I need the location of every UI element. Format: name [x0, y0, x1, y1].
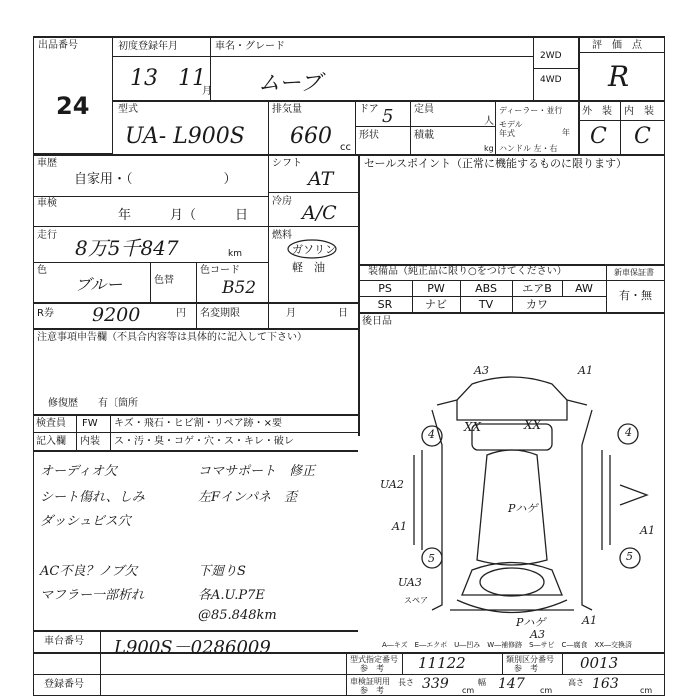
equip-leather: カワ: [526, 298, 548, 311]
diagram-mark-xx-center: XX: [524, 418, 542, 432]
width: 147: [498, 676, 525, 692]
shaken-value: 年 月（ 日: [118, 208, 249, 223]
equip-airbag: エアB: [522, 282, 552, 295]
handle-label: ハンドル 左・右: [499, 144, 558, 153]
first-reg-month: 11: [178, 66, 206, 91]
name-change-month: 月: [286, 308, 296, 319]
capacity-unit: 人: [484, 116, 494, 127]
type-cert-label: 型式指定番号: [350, 655, 398, 664]
warranty-value: 有・無: [619, 289, 652, 302]
diagram-spare: スペア: [404, 596, 428, 605]
equipment-label: 装備品（純正品に限り○をつけてください）: [368, 266, 567, 277]
diagram-mark-a1-top: A1: [578, 364, 593, 377]
height-label: 高さ: [568, 678, 584, 687]
equip-navi: ナビ: [425, 298, 447, 311]
first-reg-year: 13: [130, 66, 158, 91]
year-unit: 年: [562, 128, 570, 137]
capacity-label: 定員: [414, 104, 434, 115]
lot-no-label: 出品番号: [38, 40, 78, 51]
equip-aw: AW: [575, 282, 593, 295]
lot-no: 24: [56, 92, 90, 120]
inspector-label-1: 検査員: [36, 418, 66, 429]
fuel-gas: ガソリン: [292, 243, 336, 256]
dims-label: 車検証明用: [350, 677, 390, 686]
drive-2wd: 2WD: [540, 51, 562, 61]
sales-point-label: セールスポイント（正常に機能するものに限ります）: [364, 157, 628, 170]
interior-grade: C: [634, 124, 651, 149]
diagram-mark-p-hage-rear: Pハゲ: [516, 616, 546, 629]
interior-label: 内 装: [624, 106, 654, 117]
diagram-mark-a3-top: A3: [474, 364, 489, 377]
name-change-day: 日: [338, 308, 348, 319]
class-label: 類別区分番号: [506, 655, 554, 664]
car-name: ムーブ: [258, 71, 322, 96]
diagram-mark-p-hage-center: Pハゲ: [508, 502, 538, 515]
mileage: 8万5千847: [75, 236, 179, 260]
car-name-label: 車名・グレード: [215, 41, 285, 52]
shift: AT: [308, 168, 334, 190]
score-label: 評 価 点: [592, 40, 642, 51]
diagram-mark-ua3: UA3: [398, 576, 422, 589]
model-year-label: モデル年式: [499, 120, 523, 138]
load-label: 積載: [414, 130, 434, 141]
width-label: 幅: [478, 678, 486, 687]
equip-ps: PS: [378, 282, 392, 295]
load-unit: kg: [484, 144, 494, 153]
remark-left-1: オーディオ欠: [40, 464, 117, 479]
remark-right-5: 下廻りS: [198, 564, 246, 579]
displacement-label: 排気量: [272, 104, 302, 115]
remark-left-6: マフラー一部析れ: [40, 588, 145, 603]
dealer-label: ディーラー・並行: [499, 106, 563, 115]
diagram-mark-a1-left: A1: [392, 520, 407, 533]
diagram-mark-a3-rear: A3: [530, 628, 545, 641]
length: 339: [422, 676, 449, 692]
equip-tv: TV: [478, 298, 494, 311]
dims-sub: 参 考: [360, 686, 384, 695]
diagram-mark-ua2: UA2: [380, 478, 404, 491]
remark-left-5: AC不良？ノブ欠: [40, 564, 138, 579]
equip-abs: ABS: [475, 282, 497, 295]
diagram-mark-a1-rear: A1: [582, 614, 597, 627]
displacement-unit: cc: [340, 142, 351, 153]
aftermarket-label: 後日品: [362, 316, 392, 327]
length-label: 長さ: [398, 678, 414, 687]
shift-label: シフト: [272, 158, 302, 169]
notes-label: 注意事項申告欄（不具合内容等は具体的に記入して下さい）: [37, 332, 307, 343]
remark-left-3: ダッシュビス穴: [40, 514, 131, 529]
mileage-label: 走行: [37, 230, 57, 241]
class-number: 0013: [580, 654, 619, 672]
height: 163: [592, 676, 619, 692]
color-label: 色: [37, 265, 47, 276]
fuel-circle-mark: [286, 238, 338, 260]
diagram-mark-xx-left: XX: [464, 420, 482, 434]
history-value: 自家用・（ ）: [74, 172, 237, 187]
recycle-unit: 円: [176, 308, 186, 319]
diagram-mark-4-left: 4: [428, 428, 435, 441]
remark-left-2: シート傷れ、しみ: [40, 490, 145, 505]
height-unit: cm: [640, 686, 653, 695]
shape-label: 形状: [359, 130, 379, 141]
recycle-label: R券: [37, 308, 54, 319]
doors-label: ドア: [359, 104, 379, 115]
color-code: B52: [222, 278, 257, 298]
reg-label: 登録番号: [44, 679, 84, 690]
diagram-mark-5-right: 5: [626, 550, 633, 563]
mileage-unit: km: [228, 249, 242, 259]
warranty-label: 新車保証書: [614, 268, 654, 277]
inspector-row-1: キズ・飛石・ヒビ割・リペア跡・×要: [114, 418, 282, 429]
chassis-number: L900S－0286009: [114, 637, 271, 658]
color-code-label: 色コード: [200, 265, 240, 276]
remark-right-6: 各A.U.P7E: [198, 588, 265, 603]
doors: 5: [382, 106, 394, 127]
diagram-mark-a1-right: A1: [640, 524, 655, 537]
class-sub: 参 考: [514, 664, 538, 673]
repair-label: 修復歴 有〔箇所: [48, 398, 138, 409]
length-unit: cm: [462, 686, 475, 695]
remark-right-1: コマサポート 修正: [198, 464, 316, 479]
diagram-legend: A―キズ E―エクボ U―凹み W―補修跡 S―サビ C―腐食 XX―交換済: [382, 641, 633, 649]
diagram-mark-5-left: 5: [428, 552, 435, 565]
remark-right-2: 左Fインパネ 歪: [198, 490, 298, 505]
name-change-label: 名変期限: [200, 308, 240, 319]
inspector-interior: 内装: [80, 436, 100, 447]
color: ブルー: [75, 275, 123, 294]
first-reg-label: 初度登録年月: [118, 41, 178, 52]
model: UA- L900S: [125, 124, 245, 149]
inspector-fw: FW: [82, 418, 98, 429]
chassis-label: 車台番号: [44, 636, 84, 647]
model-label: 型式: [118, 104, 138, 115]
score: R: [608, 60, 630, 93]
fuel-light: 軽 油: [292, 261, 325, 274]
width-unit: cm: [540, 686, 553, 695]
recycle: 9200: [92, 304, 141, 326]
exterior-label: 外 装: [582, 106, 612, 117]
car-diagram: [362, 360, 662, 630]
exterior-grade: C: [590, 124, 607, 149]
history-label: 車歴: [37, 158, 57, 169]
ac-label: 冷房: [272, 196, 292, 207]
type-cert-sub: 参 考: [360, 664, 384, 673]
ac: A/C: [302, 202, 337, 224]
inspector-label-2: 記入欄: [36, 436, 66, 447]
inspector-row-2: ス・汚・臭・コゲ・穴・ス・キレ・破レ: [114, 436, 294, 447]
fuel-label: 燃料: [272, 230, 292, 241]
type-cert: 11122: [418, 654, 466, 672]
remark-right-7: @85.848km: [198, 608, 277, 623]
displacement: 660: [290, 124, 332, 149]
diagram-mark-4-right: 4: [625, 426, 632, 439]
shaken-label: 車検: [37, 198, 57, 209]
equip-sr: SR: [377, 298, 393, 311]
equip-pw: PW: [427, 282, 445, 295]
drive-4wd: 4WD: [540, 75, 562, 85]
color-change-label: 色替: [154, 275, 174, 286]
month-unit: 月: [202, 86, 212, 97]
